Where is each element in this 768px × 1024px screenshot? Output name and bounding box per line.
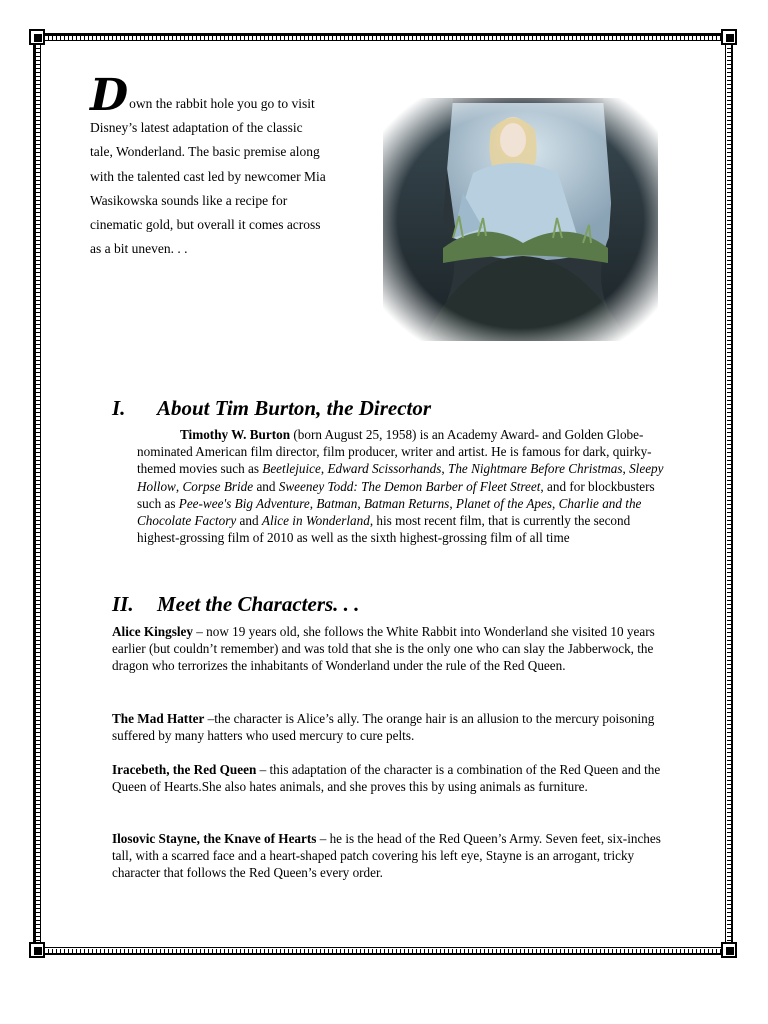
section-number: I. <box>112 396 126 420</box>
movie-title: Edward Scissorhands <box>327 461 442 477</box>
movie-title: Batman Returns <box>363 495 450 511</box>
border-band-right <box>727 44 731 946</box>
drop-cap: D <box>90 70 128 121</box>
text-run: , <box>357 495 364 511</box>
character-name: Alice Kingsley <box>112 624 193 639</box>
movie-title: Beetlejuice <box>262 461 321 477</box>
movie-title: Corpse Bride <box>182 478 254 494</box>
border-corner-ornament <box>29 942 45 958</box>
character-paragraph <box>112 761 674 795</box>
intro-line: Disney’s latest adaptation of the classic <box>90 120 303 136</box>
text-run: and <box>253 478 279 494</box>
text-run: , <box>309 495 317 511</box>
tim-burton-paragraph <box>137 426 672 546</box>
intro-line: own the rabbit hole you go to visit <box>129 96 315 111</box>
text-run: and <box>236 513 262 529</box>
movie-title: Charlie and the Chocolate Factory <box>137 495 642 529</box>
character-description: – now 19 years old, she follows the White Rabbit into Wonderland she visited 10 years earlier (but couldn’t remember) and was told that she is the only one who can slay the Jabberwock, the dragon who terrorizes the inhabitants of Wonderland under the rule of the Red Queen. <box>112 624 655 674</box>
movie-title: Alice in Wonderland <box>261 513 370 529</box>
character-paragraph <box>112 710 674 744</box>
character-name: Ilosovic Stayne, the Knave of Hearts <box>112 831 317 846</box>
border-band-left <box>36 44 40 946</box>
movie-title: Sleepy Hollow <box>137 461 664 494</box>
movie-title: The Nightmare Before Christmas <box>447 461 623 477</box>
section-title: About Tim Burton, the Director <box>157 396 432 420</box>
section-number: II. <box>112 592 134 616</box>
movie-title: Planet of the Apes <box>455 495 553 511</box>
border-corner-ornament <box>29 29 45 45</box>
section-heading-director <box>112 396 431 421</box>
intro-line: cinematic gold, but overall it comes across <box>90 217 321 233</box>
text-run: , <box>320 461 328 477</box>
movie-title: Batman <box>316 495 358 511</box>
border-band-top <box>44 36 722 40</box>
border-band-bottom <box>44 949 722 953</box>
character-description: – this adaptation of the character is a combination of the Red Queen and the Queen of Hearts.She also hates animals, and she proves this by using animals as furniture. <box>112 762 661 795</box>
intro-line: with the talented cast led by newcomer Mia <box>90 168 326 184</box>
alice-rabbit-hole-photo <box>383 98 658 341</box>
text-run: , and for blockbusters such as <box>137 478 655 511</box>
intro-line: as a bit uneven. . . <box>90 241 188 257</box>
text-run: , <box>449 495 456 511</box>
section-title: Meet the Characters. . . <box>157 592 360 616</box>
text-run: , <box>441 461 448 477</box>
intro-paragraph <box>90 70 360 261</box>
movie-title: Pee-wee's Big Adventure <box>178 495 310 511</box>
character-description: – he is the head of the Red Queen’s Army. Seven feet, six-inches tall, with a scarred face and a heart-shaped patch covering his left eye, Stayne is an arrogant, tricky character that follows the Red Queen’s every order. <box>112 831 661 881</box>
character-name: Iracebeth, the Red Queen <box>112 762 257 777</box>
character-paragraph <box>112 830 674 882</box>
movie-title: Sweeney Todd: The Demon Barber of Fleet Street <box>278 478 541 494</box>
border-corner-ornament <box>721 29 737 45</box>
intro-text <box>90 70 360 261</box>
text-run: , <box>175 478 183 494</box>
character-paragraph <box>112 623 674 675</box>
section-heading-characters <box>112 592 359 617</box>
border-corner-ornament <box>721 942 737 958</box>
intro-line: tale, Wonderland. The basic premise along <box>90 144 320 160</box>
intro-line: Wasikowska sounds like a recipe for <box>90 192 288 208</box>
character-description: –the character is Alice’s ally. The orange hair is an allusion to the mercury poisoning suffered by many hatters who used mercury to cure pelts. <box>112 711 655 744</box>
text-run: , <box>622 461 630 477</box>
text-run: , his most recent film, that is currently the second highest-grossing film of 2010 as well as the sixth highest-grossing film of all time <box>137 513 631 546</box>
photo-illustration <box>383 98 658 341</box>
character-name: The Mad Hatter <box>112 711 205 726</box>
director-name: Timothy W. Burton <box>180 427 291 442</box>
text-run: (born August 25, 1958) is an Academy Award- and Golden Globe-nominated American film director, film producer, writer and artist. He is famous for dark, quirky-themed movies such as <box>137 427 652 477</box>
text-run: , <box>552 495 559 511</box>
